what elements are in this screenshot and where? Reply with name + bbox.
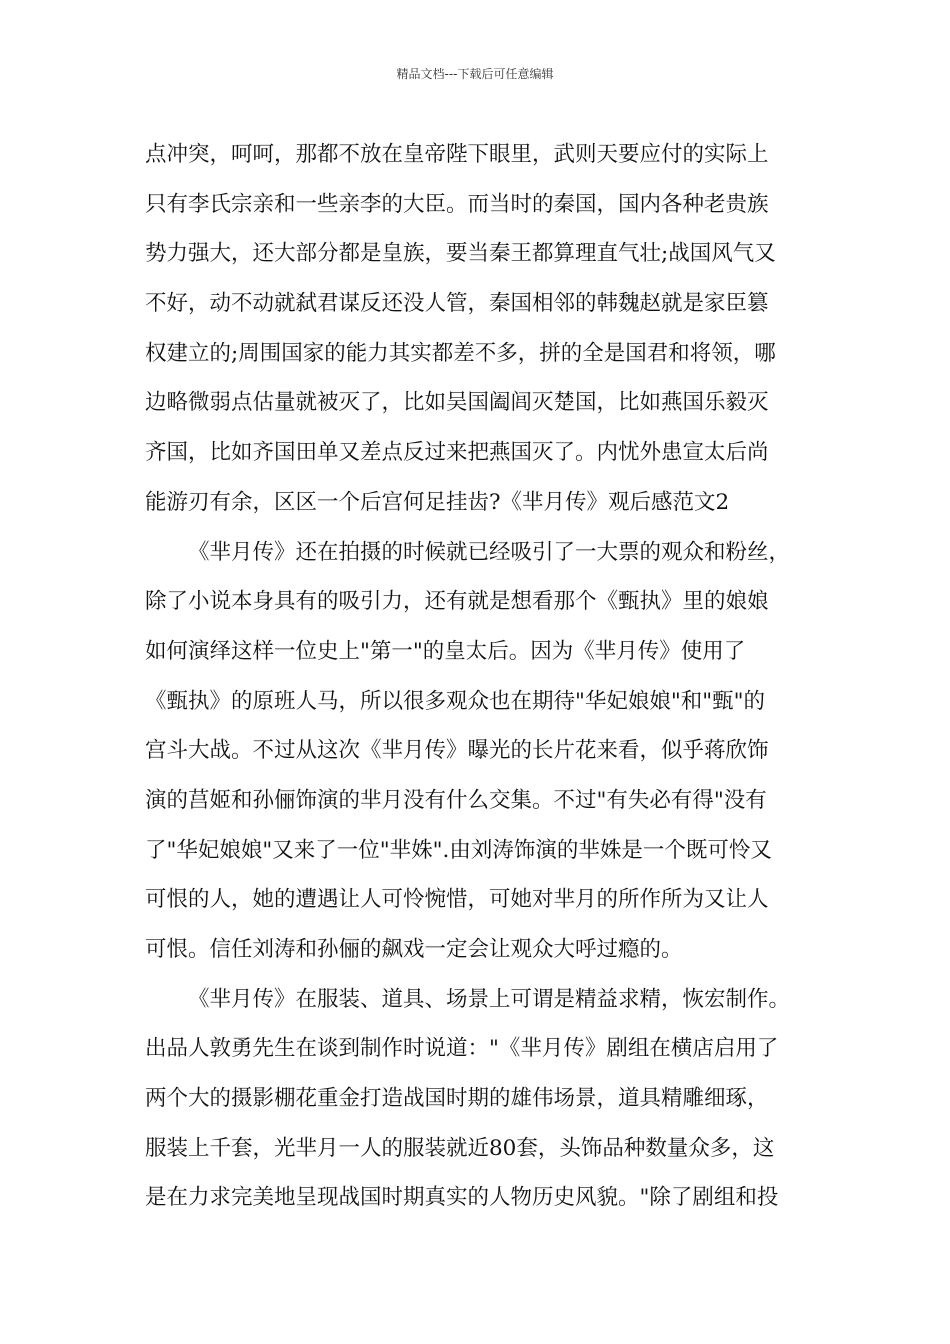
- text-line: 能游刃有余，区区一个后宫何足挂齿?《芈月传》观后感范文2: [145, 489, 730, 515]
- text-line: 了"华妃娘娘"又来了一位"芈姝".由刘涛饰演的芈姝是一个既可怜又: [145, 837, 772, 863]
- text-line: 不好，动不动就弑君谋反还没人管，秦国相邻的韩魏赵就是家臣篡: [145, 291, 769, 317]
- text-line: 是在力求完美地呈现战国时期真实的人物历史风貌。"除了剧组和投: [145, 1185, 779, 1211]
- text-line: 只有李氏宗亲和一些亲李的大臣。而当时的秦国，国内各种老贵族: [145, 191, 769, 217]
- text-line: 齐国，比如齐国田单又差点反过来把燕国灭了。内忧外患宣太后尚: [145, 440, 769, 466]
- text-line: 《甄执》的原班人马，所以很多观众也在期待"华妃娘娘"和"甄"的: [145, 688, 766, 714]
- page-header: 精品文档---下载后可任意编辑: [396, 67, 554, 81]
- text-line: 点冲突，呵呵，那都不放在皇帝陛下眼里，武则天要应付的实际上: [145, 142, 769, 167]
- text-line: 除了小说本身具有的吸引力，还有就是想看那个《甄执》里的娘娘: [145, 589, 769, 615]
- text-line: 可恨。信任刘涛和孙俪的飙戏一定会让观众大呼过瘾的。: [145, 937, 683, 962]
- text-line: 《芈月传》在服装、道具、场景上可谓是精益求精，恢宏制作。: [188, 986, 791, 1012]
- text-line: 势力强大，还大部分都是皇族，要当秦王都算理直气壮;战国风气又: [145, 241, 776, 267]
- text-line: 演的莒姬和孙俪饰演的芈月没有什么交集。不过"有失必有得"没有: [145, 787, 767, 813]
- text-line: 边略微弱点估量就被灭了，比如吴国阖闾灭楚国，比如燕国乐毅灭: [145, 390, 769, 416]
- text-line: 服装上千套，光芈月一人的服装就近80套，头饰品种数量众多，这: [145, 1135, 775, 1161]
- text-line: 如何演绎这样一位史上"第一"的皇太后。因为《芈月传》使用了: [145, 638, 746, 664]
- text-line: 宫斗大战。不过从这次《芈月传》曝光的长片花来看，似乎蒋欣饰: [145, 738, 769, 764]
- text-line: 出品人敦勇先生在谈到制作时说道："《芈月传》剧组在横店启用了: [145, 1036, 779, 1062]
- document-body: [145, 130, 810, 1223]
- text-line: 权建立的;周围国家的能力其实都差不多，拼的全是国君和将领，哪: [145, 340, 776, 366]
- text-line: 可恨的人，她的遭遇让人可怜惋惜，可她对芈月的所作所为又让人: [145, 887, 769, 913]
- text-line: 两个大的摄影棚花重金打造战国时期的雄伟场景，道具精雕细琢，: [145, 1086, 769, 1112]
- text-line: 《芈月传》还在拍摄的时候就已经吸引了一大票的观众和粉丝，: [188, 539, 791, 565]
